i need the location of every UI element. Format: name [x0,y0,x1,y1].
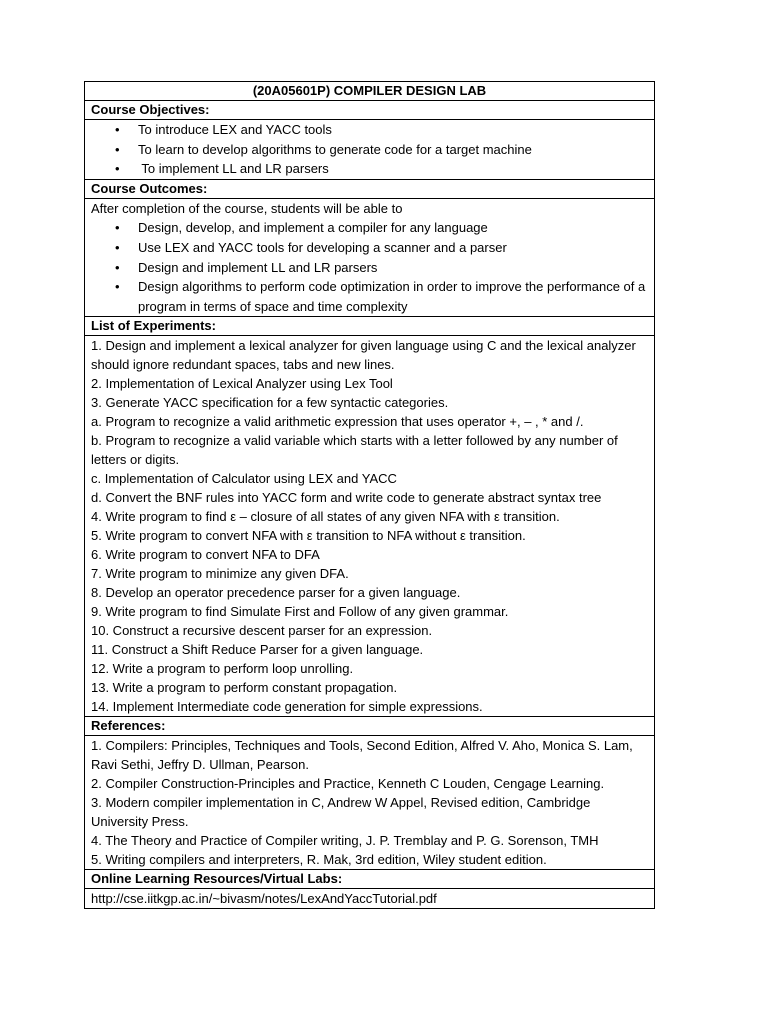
syllabus-table [84,81,655,909]
outcomes-list [91,218,648,316]
experiment-item: 2. Implementation of Lexical Analyzer using Lex Tool [91,376,393,392]
list-item: • Use LEX and YACC tools for developing a scanner and a parser [91,238,648,258]
reference-item: 5. Writing compilers and interpreters, R. Mak, 3rd edition, Wiley student edition. [91,852,547,868]
experiment-item: 10. Construct a recursive descent parser for an expression. [91,623,433,639]
references-cell [85,735,654,869]
objectives-list [91,120,648,179]
objectives-heading: Course Objectives: [85,100,654,119]
list-item: • Design algorithms to perform code optimization in order to improve the performance of a program in terms of space and time complexity [115,279,646,314]
online-resources-heading: Online Learning Resources/Virtual Labs: [85,869,654,888]
bullet-icon: • [115,161,120,177]
bullet-icon: • [115,239,120,255]
bullet-icon: • [115,259,120,275]
experiment-item: 6. Write program to convert NFA to DFA [91,547,320,563]
outcomes-cell [85,198,654,317]
bullet-icon: • [115,141,120,157]
experiment-item: 1. Design and implement a lexical analyzer for given language using C and the lexical analyzer should ignore redundant spaces, tabs and new lines. [91,338,636,373]
experiment-item: 3. Generate YACC specification for a few syntactic categories. [91,395,449,411]
experiments-heading: List of Experiments: [85,316,654,335]
experiment-item: 8. Develop an operator precedence parser for a given language. [91,585,461,601]
reference-item: 3. Modern compiler implementation in C, Andrew W Appel, Revised edition, Cambridge University Press. [91,795,591,830]
list-item: • Design, develop, and implement a compiler for any language [91,218,648,238]
bullet-icon: • [115,279,120,295]
experiment-item: 9. Write program to find Simulate First and Follow of any given grammar. [91,604,509,620]
experiment-item: 7. Write program to minimize any given DFA. [91,566,349,582]
references-heading: References: [85,716,654,735]
experiment-item: 4. Write program to find ε – closure of all states of any given NFA with ε transition. [91,509,560,525]
outcomes-intro: After completion of the course, students will be able to [91,200,403,216]
experiment-item: 12. Write a program to perform loop unrolling. [91,661,354,677]
online-resources-cell [85,888,654,908]
objectives-list-cell [85,119,654,179]
bullet-icon: • [115,220,120,236]
experiments-cell [85,335,654,716]
outcomes-heading: Course Outcomes: [85,179,654,198]
reference-item: 4. The Theory and Practice of Compiler writing, J. P. Tremblay and P. G. Sorenson, TMH [91,833,599,849]
experiment-item: 5. Write program to convert NFA with ε transition to NFA without ε transition. [91,528,526,544]
list-item: • Design and implement LL and LR parsers [91,258,648,278]
list-item: • To introduce LEX and YACC tools [91,120,648,140]
list-item: • To implement LL and LR parsers [91,159,648,179]
experiment-item: 11. Construct a Shift Reduce Parser for a given language. [91,642,424,658]
bullet-icon: • [115,122,120,137]
reference-item: 1. Compilers: Principles, Techniques and Tools, Second Edition, Alfred V. Aho, Monica S. Lam, Ravi Sethi, Jeffry D. Ullman, Pearson. [91,738,633,773]
reference-item: 2. Compiler Construction-Principles and Practice, Kenneth C Louden, Cengage Learning. [91,776,605,792]
experiment-item: d. Convert the BNF rules into YACC form and write code to generate abstract syntax tree [91,490,602,506]
course-title: (20A05601P) COMPILER DESIGN LAB [252,83,487,98]
experiment-item: 13. Write a program to perform constant propagation. [91,680,398,696]
resource-url: http://cse.iitkgp.ac.in/~bivasm/notes/LexAndYaccTutorial.pdf [91,891,437,907]
experiment-item: 14. Implement Intermediate code generation for simple expressions. [91,699,483,715]
experiment-item: b. Program to recognize a valid variable which starts with a letter followed by any number of letters or digits. [91,433,618,468]
experiment-item: a. Program to recognize a valid arithmetic expression that uses operator +, – , * and /. [91,414,584,430]
list-item: • To learn to develop algorithms to generate code for a target machine [91,140,648,160]
experiment-item: c. Implementation of Calculator using LEX and YACC [91,471,397,487]
